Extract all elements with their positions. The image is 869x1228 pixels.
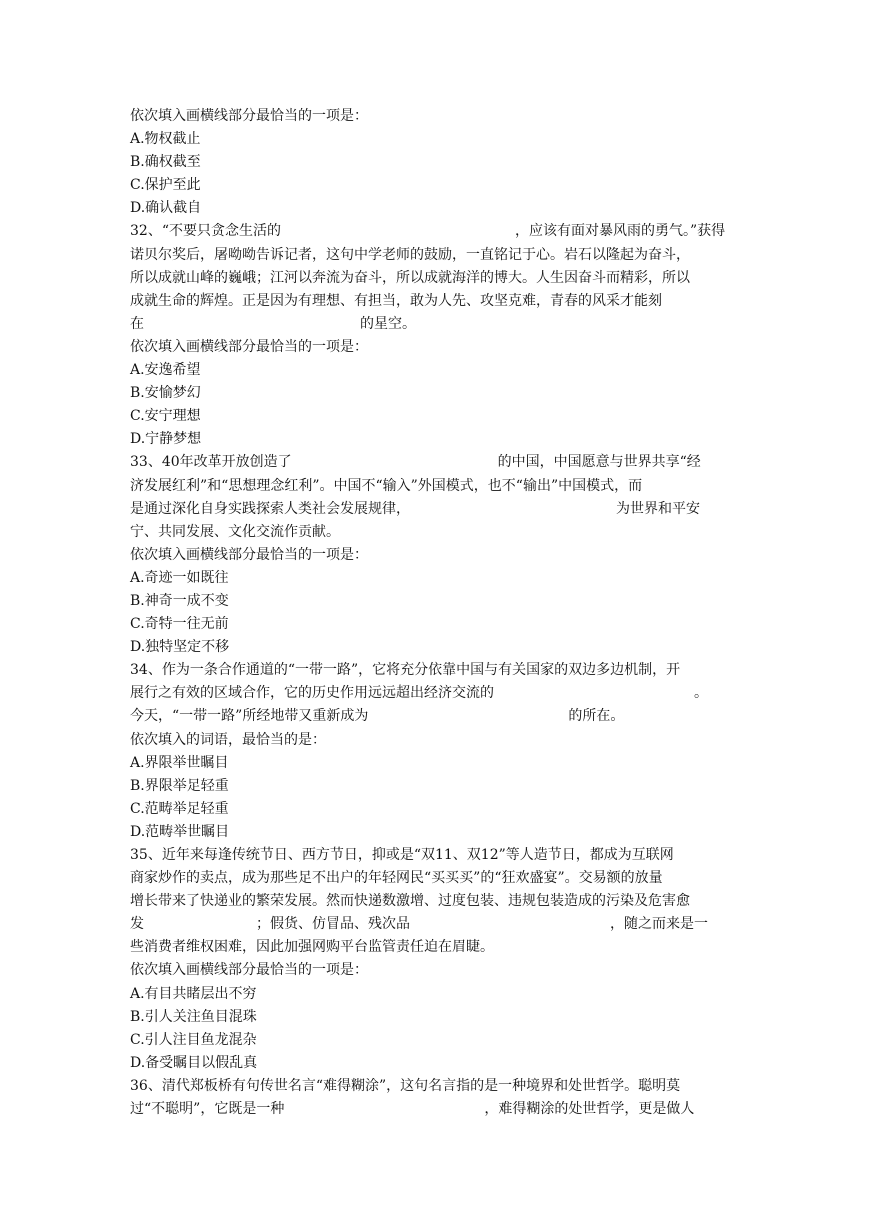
paragraph-line: 些消费者维权困难，因此加强网购平台监管责任迫在眉睫。 bbox=[130, 939, 494, 956]
option-d: D.宁静梦想 bbox=[130, 431, 202, 448]
question-prompt: 依次填入画横线部分最恰当的一项是： bbox=[130, 108, 368, 124]
paragraph-line: 发 ；假货、仿冒品、残次品 ，随之而来是一 bbox=[130, 916, 708, 933]
question-34-line: 34、作为一条合作通道的“一带一路”，它将充分依靠中国与有关国家的双边多边机制，开 bbox=[130, 662, 681, 679]
paragraph-line: 成就生命的辉煌。正是因为有理想、有担当，敢为人先、攻坚克难，青春的风采才能刻 bbox=[130, 292, 662, 309]
option-d: D.备受瞩目以假乱真 bbox=[130, 1054, 258, 1071]
option-b: B.界限举足轻重 bbox=[130, 777, 229, 794]
paragraph-line: 商家炒作的卖点，成为那些足不出户的年轻网民“买买买”的“狂欢盛宴”。交易额的放量 bbox=[130, 870, 663, 887]
option-b: B.神奇一成不变 bbox=[130, 592, 229, 609]
option-a: A.物权截止 bbox=[130, 131, 201, 148]
option-c: C.范畴举足轻重 bbox=[130, 800, 229, 817]
option-b: B.安愉梦幻 bbox=[130, 385, 201, 402]
paragraph-line: 展行之有效的区域合作，它的历史作用远远超出经济交流的 。 bbox=[130, 685, 708, 702]
paragraph-line: 诺贝尔奖后，屠呦呦告诉记者，这句中学老师的鼓励，一直铭记于心。岩石以隆起为奋斗， bbox=[130, 246, 690, 263]
option-b: B.引人关注鱼目混珠 bbox=[130, 1008, 257, 1025]
paragraph-line: 过“不聪明”，它既是一种 ，难得糊涂的处世哲学，更是做人 bbox=[130, 1101, 695, 1118]
question-35-line: 35、近年来每逢传统节日、西方节日，抑或是“双11、双12”等人造节日，都成为互联网 bbox=[130, 847, 674, 863]
option-d: D.范畴举世瞩目 bbox=[130, 823, 230, 840]
question-32-line: 32、“不要只贪念生活的 ，应该有面对暴风雨的勇气。”获得 bbox=[130, 223, 726, 240]
paragraph-line: 济发展红利”和“思想理念红利”。中国不“输入”外国模式，也不“输出”中国模式，而 bbox=[130, 477, 643, 494]
question-33-line: 33、40年改革开放创造了 的中国，中国愿意与世界共享“经 bbox=[130, 454, 701, 471]
document-body bbox=[130, 105, 745, 1121]
option-a: A.奇迹一如既往 bbox=[130, 569, 229, 586]
option-c: C.引人注目鱼龙混杂 bbox=[130, 1031, 257, 1048]
option-d: D.独特坚定不移 bbox=[130, 639, 230, 656]
paragraph-line: 是通过深化自身实践探索人类社会发展规律， 为世界和平安 bbox=[130, 500, 700, 517]
paragraph-line: 增长带来了快递业的繁荣发展。然而快递数激增、过度包装、违规包装造成的污染及危害愈 bbox=[130, 893, 690, 910]
paragraph-line: 在 的星空。 bbox=[130, 315, 416, 332]
option-b: B.确权截至 bbox=[130, 154, 201, 171]
option-c: C.奇特一往无前 bbox=[130, 616, 229, 633]
paragraph-line: 宁、共同发展、文化交流作贡献。 bbox=[130, 523, 340, 540]
option-a: A.安逸希望 bbox=[130, 362, 201, 379]
option-d: D.确认截自 bbox=[130, 200, 202, 217]
question-prompt: 依次填入画横线部分最恰当的一项是： bbox=[130, 338, 368, 355]
question-prompt: 依次填入的词语，最恰当的是： bbox=[130, 731, 326, 748]
option-c: C.保护至此 bbox=[130, 177, 201, 194]
option-a: A.界限举世瞩目 bbox=[130, 754, 229, 771]
option-c: C.安宁理想 bbox=[130, 408, 201, 425]
question-prompt: 依次填入画横线部分最恰当的一项是： bbox=[130, 546, 368, 563]
paragraph-line: 今天，“一带一路”所经地带又重新成为 的所在。 bbox=[130, 708, 625, 725]
question-36-line: 36、清代郑板桥有句传世名言“难得糊涂”，这句名言指的是一种境界和处世哲学。聪明莫 bbox=[130, 1077, 681, 1094]
paragraph-line: 所以成就山峰的巍峨；江河以奔流为奋斗，所以成就海洋的博大。人生因奋斗而精彩，所以 bbox=[130, 269, 690, 286]
question-prompt: 依次填入画横线部分最恰当的一项是： bbox=[130, 962, 368, 979]
option-a: A.有目共睹层出不穷 bbox=[130, 985, 257, 1002]
